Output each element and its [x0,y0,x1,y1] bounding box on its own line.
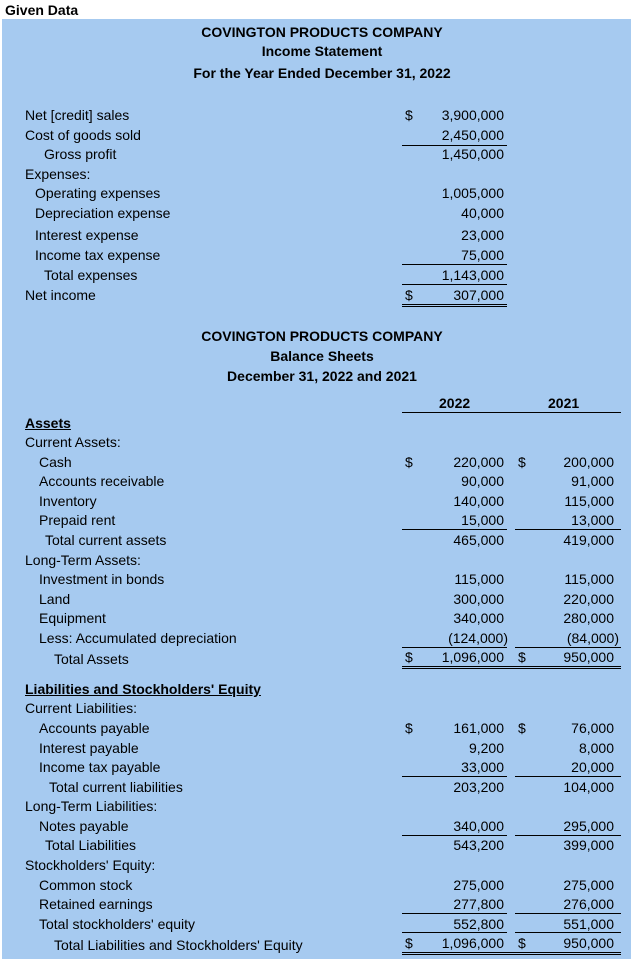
bs-ip-label: Interest payable [39,740,139,756]
is-interest-value: 23,000 [461,227,504,243]
bs-assets-heading: Assets [25,415,71,431]
bs-tse-label: Total stockholders' equity [39,916,195,932]
bs-itp-2022: 33,000 [461,759,504,775]
bs-notes-label: Notes payable [39,818,129,834]
bs-total-assets-currency: $ [405,649,413,665]
bs-tlse-currency: $ [405,935,413,951]
bs-se-label: Stockholders' Equity: [25,857,156,873]
given-data-header [0,0,633,19]
bs-ap-label: Accounts payable [39,720,150,736]
is-net-sales-value: 3,900,000 [441,107,504,123]
is-net-income-currency: $ [405,287,413,303]
bs-tca-2021: 419,000 [563,532,614,548]
bs-inventory-label: Inventory [39,493,97,509]
bs-cl-label: Current Liabilities: [25,700,138,716]
bs-prepaid-underline-2021 [515,529,621,530]
bs-tlse-label: Total Liabilities and Stockholders' Equity [54,937,303,953]
bs-inventory-2022: 140,000 [453,493,504,509]
spreadsheet-area [2,19,631,959]
bs-ip-2022: 9,200 [468,740,504,756]
is-depreciation-value: 40,000 [461,205,504,221]
is-cogs-value: 2,450,000 [441,127,504,143]
bs-bonds-2021: 115,000 [564,571,614,587]
bs-total-assets-2021: 950,000 [563,649,614,665]
given-data-label: Given Data [5,2,79,18]
bs-accum-underline-2022 [402,647,507,648]
is-net-income-double-underline-2 [402,306,507,307]
bs-notes-underline-2021 [515,835,621,836]
bs-total-assets-currency-2021: $ [518,649,526,665]
bs-ip-2021: 8,000 [578,740,614,756]
bs-cash-currency-2021: $ [518,454,526,470]
bs-notes-underline-2022 [402,835,507,836]
bs-lta-label: Long-Term Assets: [25,552,141,568]
bs-accum-dep-2021: (84,000) [566,630,619,646]
bs-re-2022: 277,800 [453,896,504,912]
is-operating-label: Operating expenses [35,185,161,201]
is-total-expenses-label: Total expenses [44,267,138,283]
bs-tl-2022: 543,200 [453,837,504,853]
bs-tse-underline-2022 [402,932,507,933]
bs-prepaid-2021: 13,000 [571,512,614,528]
bs-accum-dep-label: Less: Accumulated depreciation [39,630,237,646]
bs-itp-underline-2021 [515,776,621,777]
bs-cash-label: Cash [39,454,72,470]
is-income-tax-label: Income tax expense [35,247,161,263]
is-expenses-label: Expenses: [25,166,91,182]
bs-land-2021: 220,000 [563,591,614,607]
bs-ar-2022: 90,000 [461,473,504,489]
bs-ar-2021: 91,000 [571,473,614,489]
bs-cash-2021: 200,000 [563,454,614,470]
bs-notes-2022: 340,000 [453,818,504,834]
bs-itp-underline-2022 [402,776,507,777]
bs-re-underline-2022 [402,913,507,914]
is-period: For the Year Ended December 31, 2022 [193,65,451,81]
bs-current-assets-label: Current Assets: [25,434,121,450]
bs-itp-label: Income tax payable [39,759,161,775]
bs-re-underline-2021 [515,913,621,914]
bs-inventory-2021: 115,000 [564,493,614,509]
bs-ap-2021: 76,000 [571,720,614,736]
bs-tcl-2021: 104,000 [563,779,614,795]
bs-tl-2021: 399,000 [563,837,614,853]
bs-tlse-2021: 950,000 [563,935,614,951]
bs-ltl-label: Long-Term Liabilities: [25,798,158,814]
bs-re-label: Retained earnings [39,896,153,912]
is-interest-label: Interest expense [35,227,139,243]
bs-tse-2022: 552,800 [453,916,504,932]
is-operating-value: 1,005,000 [441,185,504,201]
bs-itp-2021: 20,000 [571,759,614,775]
is-tax-underline [402,264,507,265]
bs-ap-2022: 161,000 [453,720,504,736]
bs-tca-2022: 465,000 [453,532,504,548]
bs-re-2021: 276,000 [563,896,614,912]
bs-tl-label: Total Liabilities [45,837,137,853]
is-net-income-value: 307,000 [453,287,504,303]
bs-tlse-2022: 1,096,000 [441,935,504,951]
is-gross-profit-value: 1,450,000 [441,146,504,162]
bs-col-header-underline [402,412,621,413]
bs-tlse-currency-2021: $ [518,935,526,951]
is-total-expenses-underline [402,284,507,285]
bs-total-assets-dbl-1 [402,666,621,667]
bs-cash-2022: 220,000 [453,454,504,470]
is-cogs-label: Cost of goods sold [25,127,141,143]
bs-land-2022: 300,000 [453,591,504,607]
bs-equipment-2022: 340,000 [453,610,504,626]
bs-period: December 31, 2022 and 2021 [227,368,417,384]
bs-land-label: Land [39,591,71,607]
bs-ap-currency-2021: $ [518,720,526,736]
bs-company: COVINGTON PRODUCTS COMPANY [201,328,443,344]
is-net-sales-label: Net [credit] sales [25,107,130,123]
bs-tse-2021: 551,000 [563,916,614,932]
bs-tca-label: Total current assets [45,532,167,548]
bs-ar-label: Accounts receivable [39,473,165,489]
bs-equipment-label: Equipment [39,610,106,626]
bs-title: Balance Sheets [270,348,374,364]
bs-prepaid-label: Prepaid rent [39,512,116,528]
bs-liab-heading: Liabilities and Stockholders' Equity [25,681,261,697]
bs-cs-label: Common stock [39,877,133,893]
is-total-expenses-value: 1,143,000 [441,267,504,283]
is-net-sales-currency: $ [405,107,413,123]
bs-total-assets-dbl-2 [402,668,621,669]
bs-bonds-label: Investment in bonds [39,571,165,587]
bs-prepaid-underline-2022 [402,529,507,530]
bs-cash-currency: $ [405,454,413,470]
is-net-income-label: Net income [25,287,96,303]
bs-ap-currency: $ [405,720,413,736]
bs-accum-dep-2022: (124,000) [448,630,508,646]
is-gross-profit-label: Gross profit [44,146,117,162]
bs-cs-2021: 275,000 [563,877,614,893]
bs-prepaid-2022: 15,000 [461,512,504,528]
bs-total-assets-label: Total Assets [54,651,129,667]
bs-accum-underline-2021 [515,647,621,648]
is-depreciation-label: Depreciation expense [35,205,171,221]
is-title: Income Statement [261,43,383,59]
bs-tlse-dbl-2 [402,954,621,955]
is-net-income-double-underline-1 [402,304,507,305]
bs-tcl-label: Total current liabilities [49,779,183,795]
bs-total-assets-2022: 1,096,000 [441,649,504,665]
bs-cs-2022: 275,000 [453,877,504,893]
bs-col-2021: 2021 [548,395,580,411]
bs-tcl-2022: 203,200 [453,779,504,795]
is-income-tax-value: 75,000 [461,247,504,263]
bs-tlse-dbl-1 [402,952,621,953]
bs-notes-2021: 295,000 [563,818,614,834]
is-company: COVINGTON PRODUCTS COMPANY [201,24,443,40]
bs-bonds-2022: 115,000 [454,571,504,587]
bs-tse-underline-2021 [515,932,621,933]
bs-equipment-2021: 280,000 [563,610,614,626]
bs-col-2022: 2022 [439,395,471,411]
